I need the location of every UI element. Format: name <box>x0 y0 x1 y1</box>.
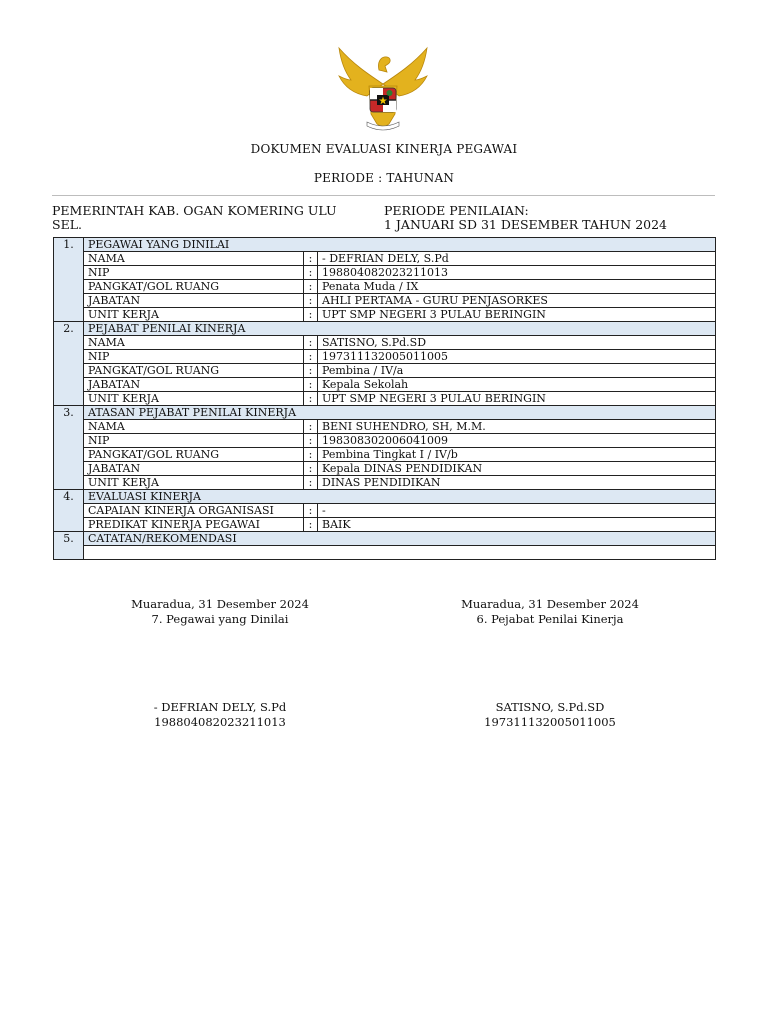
signature-role: 7. Pegawai yang Dinilai <box>151 612 289 626</box>
field-label: NIP <box>84 434 304 448</box>
section-title: PEGAWAI YANG DINILAI <box>84 238 716 252</box>
colon-separator: : <box>304 350 318 364</box>
assessment-period-value: 1 JANUARI SD 31 DESEMBER TAHUN 2024 <box>384 217 668 232</box>
field-label: UNIT KERJA <box>84 392 304 406</box>
signature-name: SATISNO, S.Pd.SD <box>495 700 605 714</box>
field-value: Kepala Sekolah <box>318 378 716 392</box>
agency-line-1: PEMERINTAH KAB. OGAN KOMERING ULU <box>52 203 337 218</box>
table-row <box>54 294 716 308</box>
section-header-1 <box>54 238 716 252</box>
section-header-2 <box>54 322 716 336</box>
field-label: NIP <box>84 350 304 364</box>
table-row <box>54 266 716 280</box>
table-row <box>54 350 716 364</box>
field-value: UPT SMP NEGERI 3 PULAU BERINGIN <box>318 392 716 406</box>
colon-separator: : <box>304 280 318 294</box>
field-label: JABATAN <box>84 462 304 476</box>
field-value: Pembina / IV/a <box>318 364 716 378</box>
field-label: JABATAN <box>84 294 304 308</box>
field-value: DINAS PENDIDIKAN <box>318 476 716 490</box>
colon-separator: : <box>304 448 318 462</box>
colon-separator: : <box>304 392 318 406</box>
table-row <box>54 308 716 322</box>
signature-left <box>90 597 350 627</box>
divider <box>52 195 715 196</box>
colon-separator: : <box>304 336 318 350</box>
colon-separator: : <box>304 252 318 266</box>
table-row <box>54 434 716 448</box>
section-number: 2. <box>54 322 84 406</box>
field-label: NAMA <box>84 336 304 350</box>
colon-separator: : <box>304 518 318 532</box>
signature-right-name-block <box>420 700 680 730</box>
table-row <box>54 336 716 350</box>
signature-name: - DEFRIAN DELY, S.Pd <box>153 700 287 714</box>
table-row <box>54 518 716 532</box>
table-row <box>54 448 716 462</box>
notes-row <box>54 546 716 560</box>
field-value: 198308302006041009 <box>318 434 716 448</box>
field-value: UPT SMP NEGERI 3 PULAU BERINGIN <box>318 308 716 322</box>
field-value: - <box>318 504 716 518</box>
field-label: PANGKAT/GOL RUANG <box>84 364 304 378</box>
section-number: 1. <box>54 238 84 322</box>
colon-separator: : <box>304 294 318 308</box>
field-value: - DEFRIAN DELY, S.Pd <box>318 252 716 266</box>
colon-separator: : <box>304 378 318 392</box>
agency-block <box>52 204 372 232</box>
field-value: Pembina Tingkat I / IV/b <box>318 448 716 462</box>
field-label: JABATAN <box>84 378 304 392</box>
field-value: AHLI PERTAMA - GURU PENJASORKES <box>318 294 716 308</box>
field-label: NAMA <box>84 252 304 266</box>
colon-separator: : <box>304 420 318 434</box>
table-row <box>54 504 716 518</box>
field-label: CAPAIAN KINERJA ORGANISASI <box>84 504 304 518</box>
table-row <box>54 252 716 266</box>
colon-separator: : <box>304 266 318 280</box>
signature-place-date: Muaradua, 31 Desember 2024 <box>131 597 309 611</box>
field-label: PANGKAT/GOL RUANG <box>84 280 304 294</box>
table-row <box>54 462 716 476</box>
signature-right <box>420 597 680 627</box>
signature-nip: 198804082023211013 <box>154 715 286 729</box>
signature-left-name-block <box>90 700 350 730</box>
field-label: UNIT KERJA <box>84 476 304 490</box>
signature-role: 6. Pejabat Penilai Kinerja <box>476 612 624 626</box>
table-row <box>54 364 716 378</box>
assessment-period-block <box>384 204 714 232</box>
field-label: PREDIKAT KINERJA PEGAWAI <box>84 518 304 532</box>
field-label: PANGKAT/GOL RUANG <box>84 448 304 462</box>
section-title: EVALUASI KINERJA <box>84 490 716 504</box>
colon-separator: : <box>304 504 318 518</box>
signature-place-date: Muaradua, 31 Desember 2024 <box>461 597 639 611</box>
agency-line-2: SEL. <box>52 217 82 232</box>
section-title: CATATAN/REKOMENDASI <box>84 532 716 546</box>
evaluation-table <box>53 237 716 560</box>
document-title: DOKUMEN EVALUASI KINERJA PEGAWAI <box>250 142 518 156</box>
section-number: 3. <box>54 406 84 490</box>
field-value: BAIK <box>318 518 716 532</box>
field-label: NAMA <box>84 420 304 434</box>
colon-separator: : <box>304 476 318 490</box>
notes-field <box>84 546 716 560</box>
field-value: 197311132005011005 <box>318 350 716 364</box>
section-number: 5. <box>54 532 84 560</box>
field-value: BENI SUHENDRO, SH, M.M. <box>318 420 716 434</box>
field-value: SATISNO, S.Pd.SD <box>318 336 716 350</box>
period-line: PERIODE : TAHUNAN <box>313 171 455 185</box>
table-row <box>54 392 716 406</box>
section-header-3 <box>54 406 716 420</box>
section-header-5 <box>54 532 716 546</box>
section-title: ATASAN PEJABAT PENILAI KINERJA <box>84 406 716 420</box>
table-row <box>54 420 716 434</box>
field-label: NIP <box>84 266 304 280</box>
colon-separator: : <box>304 308 318 322</box>
field-value: Kepala DINAS PENDIDIKAN <box>318 462 716 476</box>
section-header-4 <box>54 490 716 504</box>
field-value: Penata Muda / IX <box>318 280 716 294</box>
section-number: 4. <box>54 490 84 532</box>
field-value: 198804082023211013 <box>318 266 716 280</box>
field-label: UNIT KERJA <box>84 308 304 322</box>
assessment-period-label: PERIODE PENILAIAN: <box>384 203 529 218</box>
colon-separator: : <box>304 462 318 476</box>
table-row <box>54 280 716 294</box>
colon-separator: : <box>304 434 318 448</box>
garuda-emblem-icon <box>333 44 433 134</box>
signature-nip: 197311132005011005 <box>484 715 616 729</box>
section-title: PEJABAT PENILAI KINERJA <box>84 322 716 336</box>
table-row <box>54 378 716 392</box>
colon-separator: : <box>304 364 318 378</box>
table-row <box>54 476 716 490</box>
